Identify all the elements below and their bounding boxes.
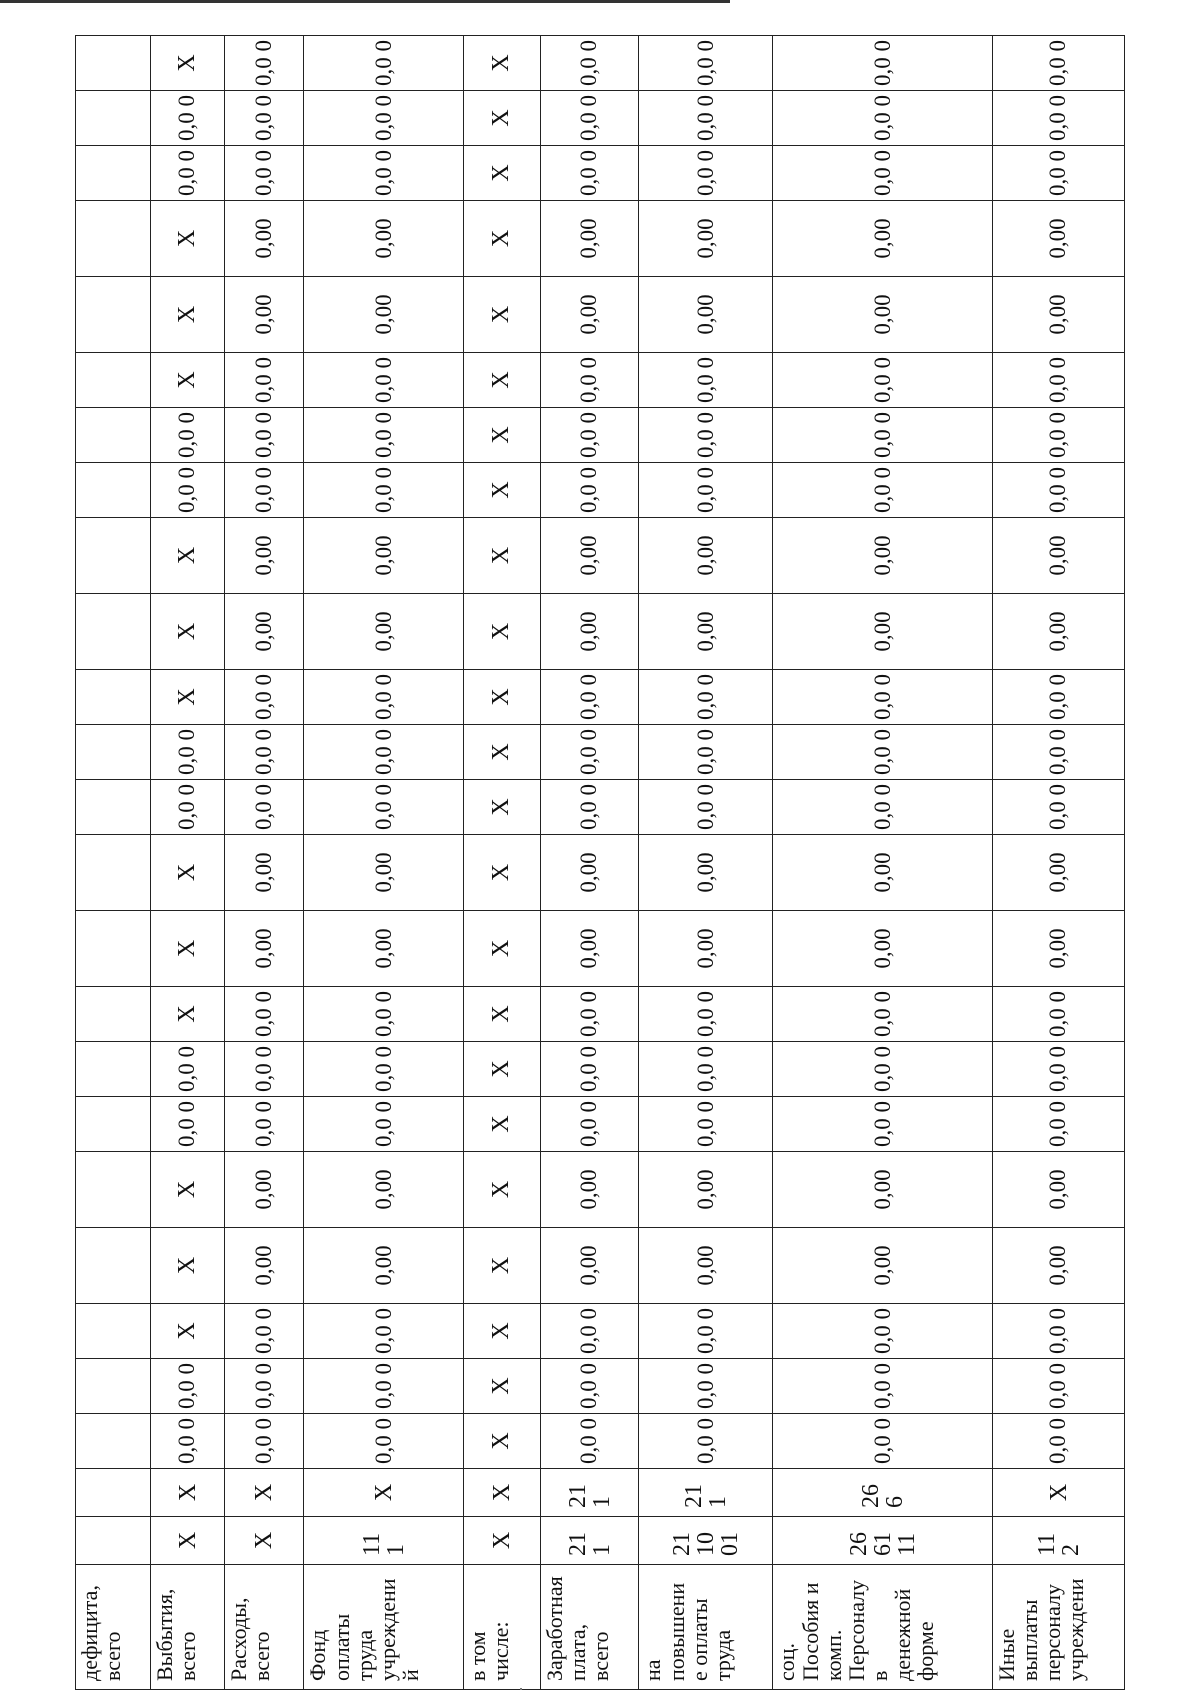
value-cell: 0,0 0	[225, 146, 304, 201]
table-row	[225, 36, 304, 1690]
value-cell: 0,00	[304, 835, 463, 911]
empty-cell	[76, 987, 151, 1042]
value-cell: 0,00	[225, 911, 304, 987]
value-cell: 0,00	[639, 518, 773, 594]
table-row	[463, 36, 540, 1690]
x-cell: X	[463, 670, 540, 725]
value-cell: 0,00	[225, 1152, 304, 1228]
x-cell: X	[150, 670, 225, 725]
x-cell: X	[463, 1414, 540, 1469]
value-cell: 0,0 0	[993, 1359, 1125, 1414]
value-cell: 0,0 0	[540, 987, 639, 1042]
value-cell: 0,0 0	[225, 1042, 304, 1097]
value-cell: 0,00	[773, 835, 993, 911]
empty-cell	[76, 594, 151, 670]
value-cell: 0,0 0	[150, 146, 225, 201]
value-cell: 0,0 0	[304, 1042, 463, 1097]
value-cell: 0,00	[304, 911, 463, 987]
value-cell: 0,00	[773, 201, 993, 277]
value-cell: 0,0 0	[304, 353, 463, 408]
value-cell: 0,0 0	[993, 408, 1125, 463]
value-cell: 0,0 0	[993, 36, 1125, 91]
table-row	[150, 36, 225, 1690]
table-row	[76, 36, 151, 1690]
value-cell: 0,0 0	[993, 463, 1125, 518]
value-cell: 0,00	[639, 911, 773, 987]
x-cell: X	[463, 1228, 540, 1304]
value-cell: 0,00	[225, 277, 304, 353]
code-cell-2: X	[463, 1469, 540, 1517]
value-cell: 0,0 0	[304, 1359, 463, 1414]
empty-cell	[76, 36, 151, 91]
x-cell: X	[463, 911, 540, 987]
x-cell: X	[150, 353, 225, 408]
value-cell: 0,0 0	[150, 408, 225, 463]
empty-cell	[76, 1414, 151, 1469]
top-border-rule	[0, 0, 730, 3]
value-cell: 0,00	[540, 835, 639, 911]
value-cell: 0,00	[225, 201, 304, 277]
value-cell: 0,0 0	[150, 91, 225, 146]
value-cell: 0,0 0	[225, 353, 304, 408]
value-cell: 0,0 0	[150, 1414, 225, 1469]
value-cell: 0,0 0	[304, 670, 463, 725]
value-cell: 0,0 0	[225, 1304, 304, 1359]
empty-cell	[76, 408, 151, 463]
value-cell: 0,0 0	[150, 780, 225, 835]
value-cell: 0,0 0	[639, 1414, 773, 1469]
table-row	[304, 36, 463, 1690]
value-cell: 0,0 0	[773, 1359, 993, 1414]
value-cell: 0,0 0	[540, 91, 639, 146]
value-cell: 0,00	[773, 594, 993, 670]
value-cell: 0,0 0	[993, 91, 1125, 146]
code-cell-1: 11 1	[304, 1517, 463, 1565]
value-cell: 0,0 0	[304, 1304, 463, 1359]
empty-cell	[76, 518, 151, 594]
empty-cell	[76, 911, 151, 987]
value-cell: 0,0 0	[993, 1414, 1125, 1469]
value-cell: 0,0 0	[993, 353, 1125, 408]
x-cell: X	[463, 277, 540, 353]
code-cell-2: X	[225, 1469, 304, 1517]
x-cell: X	[150, 277, 225, 353]
x-cell: X	[150, 1228, 225, 1304]
value-cell: 0,00	[540, 594, 639, 670]
value-cell: 0,0 0	[304, 1097, 463, 1152]
value-cell: 0,00	[540, 1152, 639, 1228]
x-cell: X	[463, 1359, 540, 1414]
value-cell: 0,0 0	[225, 1097, 304, 1152]
value-cell: 0,0 0	[304, 91, 463, 146]
x-cell: X	[463, 463, 540, 518]
value-cell: 0,0 0	[304, 408, 463, 463]
value-cell: 0,0 0	[304, 987, 463, 1042]
x-cell: X	[150, 835, 225, 911]
empty-cell	[76, 463, 151, 518]
value-cell: 0,0 0	[773, 408, 993, 463]
value-cell: 0,0 0	[225, 463, 304, 518]
x-cell: X	[463, 1152, 540, 1228]
value-cell: 0,00	[773, 277, 993, 353]
value-cell: 0,00	[304, 518, 463, 594]
value-cell: 0,0 0	[993, 146, 1125, 201]
value-cell: 0,0 0	[773, 463, 993, 518]
code-cell-2: 26 6	[773, 1469, 993, 1517]
value-cell: 0,0 0	[773, 1097, 993, 1152]
value-cell: 0,0 0	[773, 670, 993, 725]
value-cell: 0,00	[304, 1228, 463, 1304]
value-cell: 0,0 0	[540, 1304, 639, 1359]
empty-cell	[76, 201, 151, 277]
value-cell: 0,0 0	[639, 987, 773, 1042]
value-cell: 0,0 0	[225, 1359, 304, 1414]
value-cell: 0,0 0	[773, 780, 993, 835]
row-label: дефицита, всего	[76, 1565, 151, 1690]
value-cell: 0,0 0	[639, 91, 773, 146]
empty-cell	[76, 353, 151, 408]
table-row	[639, 36, 773, 1690]
value-cell: 0,00	[993, 1152, 1125, 1228]
value-cell: 0,0 0	[540, 725, 639, 780]
value-cell: 0,0 0	[225, 1414, 304, 1469]
x-cell: X	[150, 201, 225, 277]
empty-cell	[76, 1228, 151, 1304]
x-cell: X	[150, 36, 225, 91]
x-cell: X	[150, 1304, 225, 1359]
empty-cell	[76, 146, 151, 201]
x-cell: X	[463, 835, 540, 911]
value-cell: 0,00	[773, 1152, 993, 1228]
row-label: на повышени е оплаты труда	[639, 1565, 773, 1690]
value-cell: 0,00	[540, 911, 639, 987]
value-cell: 0,0 0	[304, 146, 463, 201]
row-label: Фонд оплаты труда учреждени й	[304, 1565, 463, 1690]
x-cell: X	[463, 780, 540, 835]
x-cell: X	[150, 987, 225, 1042]
x-cell: X	[463, 36, 540, 91]
x-cell: X	[150, 594, 225, 670]
x-cell: X	[150, 911, 225, 987]
value-cell: 0,0 0	[304, 463, 463, 518]
value-cell: 0,0 0	[773, 1304, 993, 1359]
value-cell: 0,0 0	[150, 1042, 225, 1097]
row-label: Иные выплаты персоналу учреждени	[993, 1565, 1125, 1690]
code-cell-1	[76, 1517, 151, 1565]
table-row	[540, 36, 639, 1690]
x-cell: X	[463, 987, 540, 1042]
code-cell-2: X	[304, 1469, 463, 1517]
x-cell: X	[463, 1042, 540, 1097]
value-cell: 0,0 0	[150, 463, 225, 518]
code-cell-2	[76, 1469, 151, 1517]
code-cell-2: X	[150, 1469, 225, 1517]
value-cell: 0,00	[639, 277, 773, 353]
value-cell: 0,0 0	[304, 780, 463, 835]
value-cell: 0,00	[225, 518, 304, 594]
value-cell: 0,0 0	[639, 353, 773, 408]
value-cell: 0,00	[993, 277, 1125, 353]
value-cell: 0,0 0	[639, 1042, 773, 1097]
value-cell: 0,0 0	[639, 1097, 773, 1152]
value-cell: 0,0 0	[150, 1359, 225, 1414]
value-cell: 0,0 0	[639, 146, 773, 201]
empty-cell	[76, 1097, 151, 1152]
table-row	[773, 36, 993, 1690]
value-cell: 0,0 0	[993, 987, 1125, 1042]
x-cell: X	[463, 408, 540, 463]
value-cell: 0,0 0	[540, 1042, 639, 1097]
value-cell: 0,00	[993, 518, 1125, 594]
value-cell: 0,00	[639, 1152, 773, 1228]
value-cell: 0,0 0	[639, 408, 773, 463]
value-cell: 0,0 0	[540, 1414, 639, 1469]
value-cell: 0,0 0	[540, 353, 639, 408]
value-cell: 0,0 0	[773, 91, 993, 146]
code-cell-2: X	[993, 1469, 1125, 1517]
value-cell: 0,00	[773, 1228, 993, 1304]
value-cell: 0,0 0	[773, 36, 993, 91]
value-cell: 0,0 0	[225, 987, 304, 1042]
value-cell: 0,00	[639, 835, 773, 911]
x-cell: X	[463, 594, 540, 670]
value-cell: 0,00	[304, 594, 463, 670]
value-cell: 0,00	[225, 1228, 304, 1304]
value-cell: 0,00	[993, 1228, 1125, 1304]
row-label: в том числе:	[463, 1565, 540, 1690]
value-cell: 0,0 0	[540, 36, 639, 91]
x-cell: X	[463, 146, 540, 201]
value-cell: 0,0 0	[225, 36, 304, 91]
value-cell: 0,00	[304, 201, 463, 277]
value-cell: 0,0 0	[540, 146, 639, 201]
value-cell: 0,0 0	[773, 353, 993, 408]
value-cell: 0,0 0	[993, 1304, 1125, 1359]
budget-table	[75, 35, 1125, 1690]
value-cell: 0,00	[225, 594, 304, 670]
code-cell-1: X	[463, 1517, 540, 1565]
value-cell: 0,00	[993, 835, 1125, 911]
value-cell: 0,00	[993, 201, 1125, 277]
value-cell: 0,0 0	[993, 780, 1125, 835]
value-cell: 0,0 0	[225, 408, 304, 463]
value-cell: 0,00	[540, 201, 639, 277]
value-cell: 0,0 0	[150, 1097, 225, 1152]
empty-cell	[76, 780, 151, 835]
empty-cell	[76, 277, 151, 353]
value-cell: 0,0 0	[225, 725, 304, 780]
value-cell: 0,0 0	[540, 670, 639, 725]
x-cell: X	[463, 201, 540, 277]
value-cell: 0,00	[773, 911, 993, 987]
value-cell: 0,00	[773, 518, 993, 594]
code-cell-1: X	[150, 1517, 225, 1565]
row-label: соц. Пособия и комп. Персоналу в денежной форме	[773, 1565, 993, 1690]
empty-cell	[76, 725, 151, 780]
value-cell: 0,0 0	[639, 1304, 773, 1359]
x-cell: X	[463, 1304, 540, 1359]
x-cell: X	[463, 1097, 540, 1152]
row-label: Расходы, всего	[225, 1565, 304, 1690]
value-cell: 0,0 0	[639, 670, 773, 725]
empty-cell	[76, 670, 151, 725]
value-cell: 0,0 0	[225, 670, 304, 725]
value-cell: 0,0 0	[993, 725, 1125, 780]
empty-cell	[76, 1304, 151, 1359]
value-cell: 0,0 0	[304, 725, 463, 780]
x-cell: X	[463, 91, 540, 146]
value-cell: 0,0 0	[773, 987, 993, 1042]
value-cell: 0,00	[639, 201, 773, 277]
empty-cell	[76, 91, 151, 146]
value-cell: 0,0 0	[993, 1042, 1125, 1097]
value-cell: 0,0 0	[993, 1097, 1125, 1152]
value-cell: 0,0 0	[540, 780, 639, 835]
value-cell: 0,0 0	[540, 408, 639, 463]
value-cell: 0,0 0	[773, 1414, 993, 1469]
value-cell: 0,00	[225, 835, 304, 911]
code-cell-2: 21 1	[639, 1469, 773, 1517]
value-cell: 0,0 0	[639, 725, 773, 780]
value-cell: 0,00	[993, 594, 1125, 670]
x-cell: X	[463, 725, 540, 780]
row-label: Заработная плата, всего	[540, 1565, 639, 1690]
code-cell-1: 26 61 11	[773, 1517, 993, 1565]
page-speck	[520, 1688, 522, 1690]
rotated-table-container	[75, 40, 1125, 1690]
value-cell: 0,0 0	[540, 1359, 639, 1414]
value-cell: 0,00	[993, 911, 1125, 987]
value-cell: 0,0 0	[304, 36, 463, 91]
empty-cell	[76, 1042, 151, 1097]
value-cell: 0,0 0	[225, 91, 304, 146]
value-cell: 0,0 0	[773, 1042, 993, 1097]
value-cell: 0,00	[540, 277, 639, 353]
code-cell-1: 21 1	[540, 1517, 639, 1565]
table-row	[993, 36, 1125, 1690]
value-cell: 0,0 0	[225, 780, 304, 835]
value-cell: 0,0 0	[639, 780, 773, 835]
value-cell: 0,0 0	[540, 1097, 639, 1152]
x-cell: X	[463, 353, 540, 408]
value-cell: 0,00	[540, 1228, 639, 1304]
value-cell: 0,0 0	[639, 463, 773, 518]
x-cell: X	[463, 518, 540, 594]
code-cell-1: 21 10 01	[639, 1517, 773, 1565]
value-cell: 0,0 0	[773, 146, 993, 201]
empty-cell	[76, 1359, 151, 1414]
value-cell: 0,0 0	[773, 725, 993, 780]
value-cell: 0,00	[639, 1228, 773, 1304]
code-cell-2: 21 1	[540, 1469, 639, 1517]
value-cell: 0,00	[639, 594, 773, 670]
value-cell: 0,0 0	[540, 463, 639, 518]
empty-cell	[76, 1152, 151, 1228]
code-cell-1: 11 2	[993, 1517, 1125, 1565]
value-cell: 0,0 0	[304, 1414, 463, 1469]
row-label: Выбытия, всего	[150, 1565, 225, 1690]
x-cell: X	[150, 518, 225, 594]
value-cell: 0,0 0	[639, 1359, 773, 1414]
value-cell: 0,00	[540, 518, 639, 594]
value-cell: 0,0 0	[639, 36, 773, 91]
value-cell: 0,00	[304, 277, 463, 353]
value-cell: 0,0 0	[150, 725, 225, 780]
code-cell-1: X	[225, 1517, 304, 1565]
value-cell: 0,0 0	[993, 670, 1125, 725]
x-cell: X	[150, 1152, 225, 1228]
value-cell: 0,00	[304, 1152, 463, 1228]
empty-cell	[76, 835, 151, 911]
